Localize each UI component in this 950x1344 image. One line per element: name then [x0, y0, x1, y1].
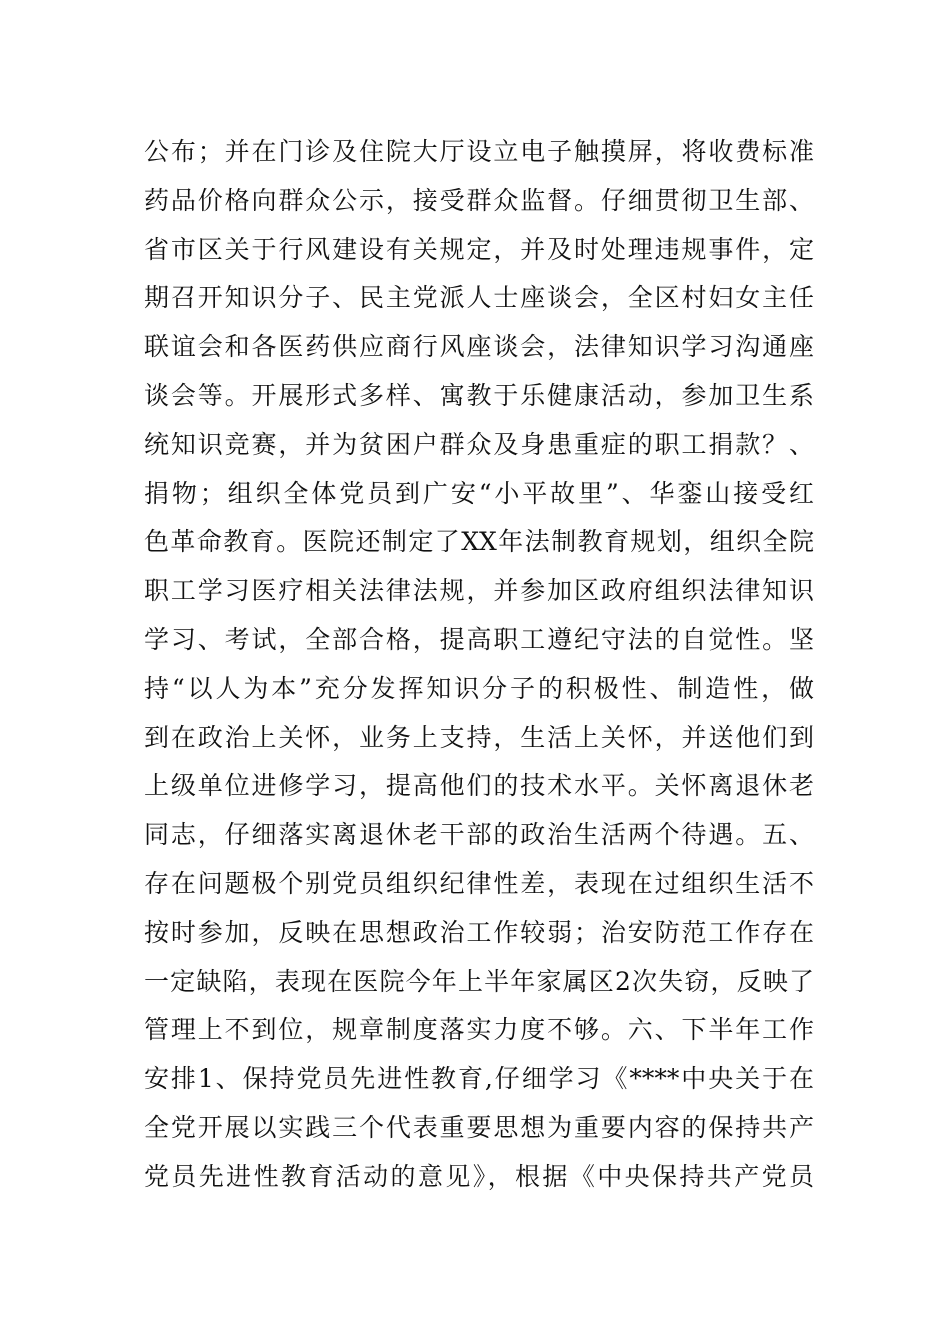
- text-line: 存在问题极个别党员组织纪律性差，表现在过组织生活不: [144, 868, 814, 898]
- text-line: 全党开展以实践三个代表重要思想为重要内容的保持共产: [144, 1112, 814, 1142]
- text-line: 谈会等。开展形式多样、寓教于乐健康活动，参加卫生系: [144, 380, 814, 410]
- text-line: 到在政治上关怀，业务上支持，生活上关怀，并送他们到: [144, 722, 814, 752]
- text-line: 统知识竞赛，并为贫困户群众及身患重症的职工捐款？、: [144, 429, 814, 459]
- text-line: 安排1、保持党员先进性教育,仔细学习《****中央关于在: [144, 1064, 814, 1094]
- text-line: 一定缺陷，表现在医院今年上半年家属区2次失窃，反映了: [144, 966, 814, 996]
- text-line: 期召开知识分子、民主党派人士座谈会，全区村妇女主任: [144, 283, 814, 313]
- text-line: 省市区关于行风建设有关规定，并及时处理违规事件，定: [144, 234, 814, 264]
- body-text: [144, 128, 814, 1202]
- text-line: 捐物；组织全体党员到广安“小平故里”、华銮山接受红: [144, 478, 814, 508]
- text-line: 药品价格向群众公示，接受群众监督。仔细贯彻卫生部、: [144, 185, 814, 215]
- text-line: 色革命教育。医院还制定了XX年法制教育规划，组织全院: [144, 527, 814, 557]
- text-line: 按时参加，反映在思想政治工作较弱；治安防范工作存在: [144, 917, 814, 947]
- text-line: 持“以人为本”充分发挥知识分子的积极性、制造性，做: [144, 673, 814, 703]
- text-line: 上级单位进修学习，提高他们的技术水平。关怀离退休老: [144, 771, 814, 801]
- text-line: 职工学习医疗相关法律法规，并参加区政府组织法律知识: [144, 576, 814, 606]
- text-line: 学习、考试，全部合格，提高职工遵纪守法的自觉性。坚: [144, 624, 814, 654]
- text-line: 同志，仔细落实离退休老干部的政治生活两个待遇。五、: [144, 820, 814, 850]
- text-line: 管理上不到位，规章制度落实力度不够。六、下半年工作: [144, 1015, 814, 1045]
- text-line: 联谊会和各医药供应商行风座谈会，法律知识学习沟通座: [144, 332, 814, 362]
- text-line: 党员先进性教育活动的意见》，根据《中央保持共产党员: [144, 1161, 814, 1191]
- text-line: 公布；并在门诊及住院大厅设立电子触摸屏，将收费标准: [144, 137, 814, 166]
